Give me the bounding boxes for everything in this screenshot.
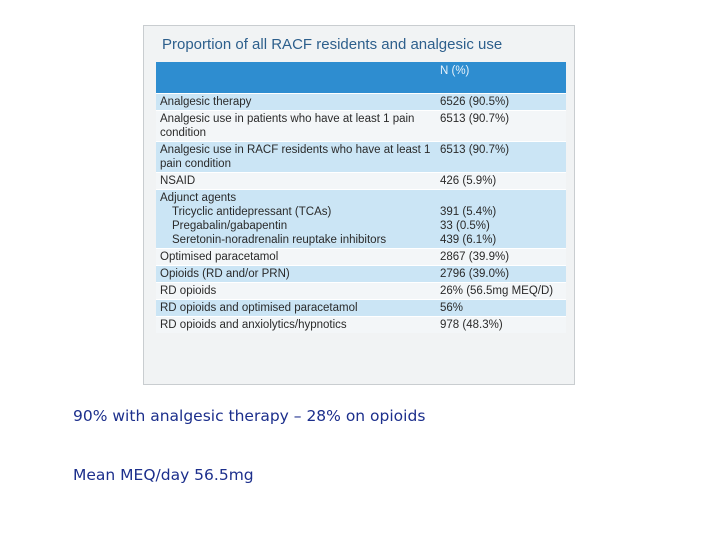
figure-title: Proportion of all RACF residents and analgesic use: [162, 36, 503, 53]
caption-line-1: 90% with analgesic therapy – 28% on opioids: [73, 407, 426, 425]
header-label-cell: [156, 62, 436, 94]
table-row: [156, 300, 566, 317]
sub-row-value: 33 (0.5%): [440, 220, 490, 232]
row-value: 26% (56.5mg MEQ/D): [436, 283, 566, 300]
row-group-labels: [156, 190, 436, 249]
table-row: [156, 283, 566, 300]
row-label: Opioids (RD and/or PRN): [156, 266, 436, 283]
row-value: 56%: [436, 300, 566, 317]
row-value: 6513 (90.7%): [436, 142, 566, 173]
caption-line-2: Mean MEQ/day 56.5mg: [73, 466, 254, 484]
table-row: [156, 111, 566, 142]
data-table: [156, 62, 566, 333]
table-row: [156, 249, 566, 266]
row-label: Analgesic use in RACF residents who have at least 1 pain condition: [156, 142, 436, 173]
sub-row-label: Pregabalin/gabapentin: [172, 220, 288, 232]
row-label: Adjunct agents: [160, 192, 237, 204]
sub-row-label: Tricyclic antidepressant (TCAs): [172, 206, 332, 218]
row-label: Analgesic use in patients who have at least 1 pain condition: [156, 111, 436, 142]
row-value: [440, 191, 562, 205]
table-row: [156, 94, 566, 111]
row-value: 6526 (90.5%): [436, 94, 566, 111]
table-row: [156, 142, 566, 173]
sub-row-value: 391 (5.4%): [440, 206, 497, 218]
row-label: NSAID: [156, 173, 436, 190]
table-row: [156, 173, 566, 190]
row-label: Optimised paracetamol: [156, 249, 436, 266]
row-value: 978 (48.3%): [436, 317, 566, 334]
table-row: [156, 266, 566, 283]
row-value: 426 (5.9%): [436, 173, 566, 190]
row-value: 2796 (39.0%): [436, 266, 566, 283]
row-value: 6513 (90.7%): [436, 111, 566, 142]
sub-row-value: 439 (6.1%): [440, 234, 497, 246]
row-group-values: [436, 190, 566, 249]
table-row: [156, 317, 566, 334]
row-value: 2867 (39.9%): [436, 249, 566, 266]
row-label: Analgesic therapy: [156, 94, 436, 111]
row-label: RD opioids and optimised paracetamol: [156, 300, 436, 317]
row-label: RD opioids and anxiolytics/hypnotics: [156, 317, 436, 334]
table-header-row: [156, 62, 566, 94]
table-row-group: [156, 190, 566, 249]
row-label: RD opioids: [156, 283, 436, 300]
header-value-cell: N (%): [436, 62, 566, 94]
table-figure: [143, 25, 575, 385]
sub-row-label: Seretonin-noradrenalin reuptake inhibitors: [172, 234, 387, 246]
